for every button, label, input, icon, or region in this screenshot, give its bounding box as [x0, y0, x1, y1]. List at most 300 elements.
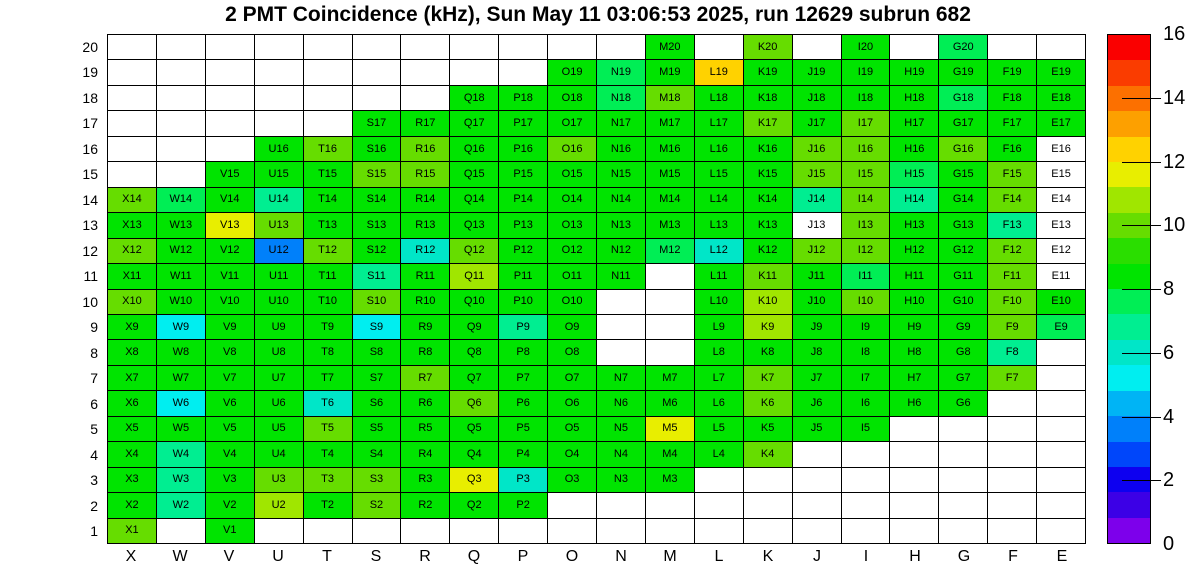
heatmap-cell: U16 — [255, 137, 303, 161]
heatmap-cell — [842, 468, 890, 492]
heatmap-cell: X1 — [108, 519, 156, 543]
heatmap-cell: W5 — [157, 417, 205, 441]
heatmap-cell: F12 — [988, 239, 1036, 263]
heatmap-cell: X11 — [108, 264, 156, 288]
heatmap-cell: M4 — [646, 442, 694, 466]
heatmap-cell: W2 — [157, 493, 205, 517]
heatmap-cell — [401, 60, 449, 84]
heatmap-cell: M17 — [646, 111, 694, 135]
heatmap-cell: V1 — [206, 519, 254, 543]
colorbar-tick — [1122, 289, 1161, 290]
y-axis-label: 14 — [82, 192, 98, 208]
heatmap-cell: R10 — [401, 290, 449, 314]
heatmap-cell: F15 — [988, 162, 1036, 186]
heatmap-cell: G10 — [939, 290, 987, 314]
heatmap-cell: K12 — [744, 239, 792, 263]
heatmap-cell: Q7 — [450, 366, 498, 390]
colorbar-block — [1108, 314, 1150, 339]
heatmap-cell: M14 — [646, 188, 694, 212]
heatmap-cell: U8 — [255, 340, 303, 364]
heatmap-cell: E13 — [1037, 213, 1085, 237]
heatmap-cell — [842, 493, 890, 517]
x-axis-label: K — [762, 548, 774, 565]
heatmap-cell: K20 — [744, 35, 792, 59]
heatmap-cell: J14 — [793, 188, 841, 212]
heatmap-cell: H15 — [890, 162, 938, 186]
colorbar-block — [1108, 60, 1150, 85]
heatmap-cell: U15 — [255, 162, 303, 186]
heatmap-cell: J16 — [793, 137, 841, 161]
heatmap-cell: T8 — [304, 340, 352, 364]
heatmap-cell: Q12 — [450, 239, 498, 263]
heatmap-cell: E16 — [1037, 137, 1085, 161]
colorbar-block — [1108, 518, 1150, 543]
heatmap-cell: V8 — [206, 340, 254, 364]
heatmap-cell — [988, 493, 1036, 517]
x-axis-label: V — [223, 548, 235, 565]
heatmap-cell: X5 — [108, 417, 156, 441]
heatmap-cell — [157, 60, 205, 84]
heatmap-cell: G7 — [939, 366, 987, 390]
colorbar-block — [1108, 365, 1150, 390]
heatmap-cell: Q3 — [450, 468, 498, 492]
heatmap-cell — [695, 519, 743, 543]
heatmap-cell: S14 — [353, 188, 401, 212]
colorbar-tick-label: 0 — [1163, 533, 1175, 555]
heatmap-cell: G9 — [939, 315, 987, 339]
heatmap-cell: I18 — [842, 86, 890, 110]
x-axis-label: X — [125, 548, 137, 565]
heatmap-cell: U11 — [255, 264, 303, 288]
heatmap-cell: S17 — [353, 111, 401, 135]
heatmap-cell: G8 — [939, 340, 987, 364]
heatmap-cell: U14 — [255, 188, 303, 212]
heatmap-cell: T13 — [304, 213, 352, 237]
y-axis-label: 5 — [90, 421, 98, 437]
heatmap-cell: J13 — [793, 213, 841, 237]
heatmap-cell: J15 — [793, 162, 841, 186]
x-axis-label: T — [322, 548, 332, 565]
heatmap-cell: N17 — [597, 111, 645, 135]
heatmap-cell — [793, 493, 841, 517]
heatmap-cell: P10 — [499, 290, 547, 314]
heatmap-cell: T5 — [304, 417, 352, 441]
heatmap-cell: U2 — [255, 493, 303, 517]
heatmap-cell: L18 — [695, 86, 743, 110]
y-axis-label: 20 — [82, 39, 98, 55]
heatmap-cell: O17 — [548, 111, 596, 135]
colorbar-tick-label: 4 — [1163, 406, 1175, 428]
heatmap-cell — [255, 86, 303, 110]
heatmap-cell: W4 — [157, 442, 205, 466]
heatmap-cell: K6 — [744, 391, 792, 415]
heatmap-cell — [597, 340, 645, 364]
heatmap-cell: H12 — [890, 239, 938, 263]
heatmap-cell: R7 — [401, 366, 449, 390]
heatmap-cell: Q5 — [450, 417, 498, 441]
heatmap-cell — [353, 86, 401, 110]
heatmap-cell: S2 — [353, 493, 401, 517]
x-axis-label: M — [663, 548, 677, 565]
heatmap-cell: P7 — [499, 366, 547, 390]
heatmap-cell: M3 — [646, 468, 694, 492]
heatmap-cell: J6 — [793, 391, 841, 415]
heatmap-cell: W9 — [157, 315, 205, 339]
heatmap-cell: N14 — [597, 188, 645, 212]
heatmap-cell: H14 — [890, 188, 938, 212]
heatmap-cell — [695, 493, 743, 517]
heatmap-cell: F10 — [988, 290, 1036, 314]
heatmap-cell — [401, 35, 449, 59]
heatmap-cell: Q17 — [450, 111, 498, 135]
heatmap-cell: V15 — [206, 162, 254, 186]
heatmap-cell: E10 — [1037, 290, 1085, 314]
heatmap-cell: S15 — [353, 162, 401, 186]
heatmap-cell: R4 — [401, 442, 449, 466]
heatmap-cell — [1037, 493, 1085, 517]
heatmap-cell: O4 — [548, 442, 596, 466]
heatmap-cell: S3 — [353, 468, 401, 492]
heatmap-cell: L8 — [695, 340, 743, 364]
heatmap-cell: V14 — [206, 188, 254, 212]
heatmap-cell: X8 — [108, 340, 156, 364]
heatmap-cell: L4 — [695, 442, 743, 466]
heatmap-cell: M13 — [646, 213, 694, 237]
heatmap-cell: P3 — [499, 468, 547, 492]
heatmap-cell: K10 — [744, 290, 792, 314]
heatmap-cell: O18 — [548, 86, 596, 110]
heatmap-cell: T4 — [304, 442, 352, 466]
heatmap-cell: J8 — [793, 340, 841, 364]
heatmap-cell: M20 — [646, 35, 694, 59]
heatmap-cell — [206, 111, 254, 135]
heatmap-cell — [499, 35, 547, 59]
heatmap-cell: F17 — [988, 111, 1036, 135]
heatmap-cell — [108, 137, 156, 161]
y-axis-label: 2 — [90, 498, 98, 514]
heatmap-cell — [206, 35, 254, 59]
heatmap-cell: I6 — [842, 391, 890, 415]
heatmap-cell: L10 — [695, 290, 743, 314]
heatmap-cell: U9 — [255, 315, 303, 339]
heatmap-cell: T11 — [304, 264, 352, 288]
colorbar-tick — [1122, 480, 1161, 481]
heatmap-cell: G14 — [939, 188, 987, 212]
heatmap-cell — [939, 442, 987, 466]
heatmap-cell: S9 — [353, 315, 401, 339]
heatmap-cell: M12 — [646, 239, 694, 263]
heatmap-cell: H9 — [890, 315, 938, 339]
heatmap-cell: E19 — [1037, 60, 1085, 84]
heatmap-cell — [793, 519, 841, 543]
heatmap-cell: W14 — [157, 188, 205, 212]
heatmap-cell: J9 — [793, 315, 841, 339]
heatmap-cell — [597, 290, 645, 314]
heatmap-cell — [842, 442, 890, 466]
y-axis-label: 18 — [82, 90, 98, 106]
y-axis-label: 4 — [90, 447, 98, 463]
heatmap-cell: M7 — [646, 366, 694, 390]
heatmap-cell: L15 — [695, 162, 743, 186]
heatmap-cell: I19 — [842, 60, 890, 84]
x-axis-label: P — [517, 548, 529, 565]
heatmap-cell: X9 — [108, 315, 156, 339]
heatmap-cell: W13 — [157, 213, 205, 237]
heatmap-cell — [646, 315, 694, 339]
heatmap-cell: L5 — [695, 417, 743, 441]
heatmap-cell: O13 — [548, 213, 596, 237]
heatmap-cell — [988, 442, 1036, 466]
heatmap-cell: L9 — [695, 315, 743, 339]
heatmap-cell: P13 — [499, 213, 547, 237]
heatmap-cell: T16 — [304, 137, 352, 161]
heatmap-cell: Q15 — [450, 162, 498, 186]
colorbar-block — [1108, 162, 1150, 187]
heatmap-cell: J17 — [793, 111, 841, 135]
x-axis-label: E — [1056, 548, 1068, 565]
heatmap-cell: M16 — [646, 137, 694, 161]
heatmap-cell: F14 — [988, 188, 1036, 212]
heatmap-cell: O10 — [548, 290, 596, 314]
heatmap-cell: N11 — [597, 264, 645, 288]
colorbar-tick — [1122, 353, 1161, 354]
heatmap-cell: X13 — [108, 213, 156, 237]
heatmap-cell: F7 — [988, 366, 1036, 390]
heatmap-cell: N3 — [597, 468, 645, 492]
x-axis-label: W — [172, 548, 188, 565]
heatmap-cell: P9 — [499, 315, 547, 339]
heatmap-cell: T2 — [304, 493, 352, 517]
heatmap-cell: N15 — [597, 162, 645, 186]
heatmap-cell: W11 — [157, 264, 205, 288]
heatmap-cell: T9 — [304, 315, 352, 339]
heatmap-cell — [890, 519, 938, 543]
heatmap-cell: U3 — [255, 468, 303, 492]
heatmap-cell: Q18 — [450, 86, 498, 110]
heatmap-cell: M15 — [646, 162, 694, 186]
heatmap-cell: F18 — [988, 86, 1036, 110]
x-axis-label: L — [714, 548, 724, 565]
heatmap-cell — [450, 519, 498, 543]
heatmap-cell: E15 — [1037, 162, 1085, 186]
colorbar-block — [1108, 442, 1150, 467]
heatmap-cell: U13 — [255, 213, 303, 237]
heatmap-cell — [695, 35, 743, 59]
heatmap-cell: X3 — [108, 468, 156, 492]
heatmap-cell: S8 — [353, 340, 401, 364]
colorbar-tick-label: 14 — [1163, 87, 1186, 109]
heatmap-cell: H17 — [890, 111, 938, 135]
heatmap-cell: M5 — [646, 417, 694, 441]
heatmap-cell: K16 — [744, 137, 792, 161]
heatmap-cell: O16 — [548, 137, 596, 161]
heatmap-cell: E17 — [1037, 111, 1085, 135]
heatmap-cell — [450, 35, 498, 59]
heatmap-cell: U6 — [255, 391, 303, 415]
heatmap-cell — [597, 315, 645, 339]
x-axis-label: Q — [467, 548, 481, 565]
heatmap-cell: K18 — [744, 86, 792, 110]
colorbar-block — [1108, 289, 1150, 314]
heatmap-cell: R9 — [401, 315, 449, 339]
heatmap-cell — [988, 468, 1036, 492]
heatmap-cell: W3 — [157, 468, 205, 492]
heatmap-cell: X10 — [108, 290, 156, 314]
heatmap-cell — [108, 111, 156, 135]
heatmap-cell: F9 — [988, 315, 1036, 339]
heatmap-cell: X14 — [108, 188, 156, 212]
heatmap-cell: G11 — [939, 264, 987, 288]
heatmap-cell: I11 — [842, 264, 890, 288]
heatmap-cell: L7 — [695, 366, 743, 390]
heatmap-cell: W8 — [157, 340, 205, 364]
heatmap-cell: L13 — [695, 213, 743, 237]
heatmap-cell: N6 — [597, 391, 645, 415]
colorbar-tick-label: 10 — [1163, 214, 1186, 236]
heatmap-cell: I7 — [842, 366, 890, 390]
heatmap-cell — [108, 162, 156, 186]
heatmap-cell: Q14 — [450, 188, 498, 212]
heatmap-cell: F11 — [988, 264, 1036, 288]
heatmap-cell: Q10 — [450, 290, 498, 314]
heatmap-cell: I14 — [842, 188, 890, 212]
heatmap-cell: R12 — [401, 239, 449, 263]
heatmap-cell — [157, 111, 205, 135]
heatmap-cell: R5 — [401, 417, 449, 441]
heatmap-cell: N12 — [597, 239, 645, 263]
heatmap-cell — [793, 442, 841, 466]
colorbar-tick-label: 12 — [1163, 151, 1186, 173]
heatmap-cell — [157, 86, 205, 110]
y-axis-label: 10 — [82, 294, 98, 310]
heatmap-cell: R13 — [401, 213, 449, 237]
colorbar-tick — [1122, 162, 1161, 163]
heatmap-cell: I12 — [842, 239, 890, 263]
heatmap-cell: T3 — [304, 468, 352, 492]
heatmap-cell: V11 — [206, 264, 254, 288]
heatmap-cell: S5 — [353, 417, 401, 441]
x-axis-label: O — [565, 548, 579, 565]
heatmap-cell: H16 — [890, 137, 938, 161]
heatmap-cell: J19 — [793, 60, 841, 84]
heatmap-cell — [695, 468, 743, 492]
heatmap-cell — [597, 493, 645, 517]
heatmap-cell: N19 — [597, 60, 645, 84]
heatmap-cell: X2 — [108, 493, 156, 517]
heatmap-cell: P4 — [499, 442, 547, 466]
heatmap-cell — [597, 35, 645, 59]
heatmap-cell: U7 — [255, 366, 303, 390]
heatmap-cell: J11 — [793, 264, 841, 288]
heatmap-cell: G20 — [939, 35, 987, 59]
heatmap-cell — [1037, 468, 1085, 492]
heatmap-cell: W7 — [157, 366, 205, 390]
colorbar-tick — [1122, 98, 1161, 99]
heatmap-cell: O3 — [548, 468, 596, 492]
heatmap-cell: P14 — [499, 188, 547, 212]
heatmap-cell: O7 — [548, 366, 596, 390]
heatmap-cell: T6 — [304, 391, 352, 415]
heatmap-cell — [450, 60, 498, 84]
heatmap-cell: Q11 — [450, 264, 498, 288]
heatmap-cell: H19 — [890, 60, 938, 84]
heatmap-cell: L6 — [695, 391, 743, 415]
heatmap-cell — [353, 35, 401, 59]
heatmap-cell: N18 — [597, 86, 645, 110]
heatmap-cell: S10 — [353, 290, 401, 314]
heatmap-cell: K11 — [744, 264, 792, 288]
heatmap-cell — [988, 391, 1036, 415]
heatmap-cell: I20 — [842, 35, 890, 59]
heatmap-cell: G6 — [939, 391, 987, 415]
heatmap-cell — [499, 519, 547, 543]
heatmap-cell — [890, 417, 938, 441]
heatmap-cell: P6 — [499, 391, 547, 415]
heatmap-cell: L11 — [695, 264, 743, 288]
heatmap-cell: P17 — [499, 111, 547, 135]
heatmap-cell: R2 — [401, 493, 449, 517]
heatmap-cell — [646, 290, 694, 314]
heatmap-cell: E18 — [1037, 86, 1085, 110]
heatmap-cell — [255, 519, 303, 543]
heatmap-cell: P2 — [499, 493, 547, 517]
heatmap-cell — [255, 60, 303, 84]
heatmap-cell: G13 — [939, 213, 987, 237]
heatmap-cell: V10 — [206, 290, 254, 314]
x-axis-label: G — [957, 548, 971, 565]
heatmap-cell: Q4 — [450, 442, 498, 466]
heatmap-cell: H8 — [890, 340, 938, 364]
x-axis-label: R — [419, 548, 431, 565]
heatmap-cell: W6 — [157, 391, 205, 415]
heatmap-cell: H18 — [890, 86, 938, 110]
heatmap-cell — [939, 519, 987, 543]
heatmap-cell — [890, 35, 938, 59]
colorbar-tick-label: 16 — [1163, 23, 1186, 45]
heatmap-cell: R11 — [401, 264, 449, 288]
heatmap-cell: E9 — [1037, 315, 1085, 339]
heatmap-cell: G15 — [939, 162, 987, 186]
colorbar-tick-label: 8 — [1163, 278, 1175, 300]
heatmap-cell: Q13 — [450, 213, 498, 237]
heatmap-cell: V9 — [206, 315, 254, 339]
colorbar-tick — [1122, 225, 1161, 226]
heatmap-cell: K19 — [744, 60, 792, 84]
heatmap-cell — [206, 86, 254, 110]
heatmap-cell — [401, 86, 449, 110]
colorbar-tick-label: 2 — [1163, 469, 1175, 491]
heatmap-cell — [255, 35, 303, 59]
heatmap-cell: I17 — [842, 111, 890, 135]
heatmap-cell: E14 — [1037, 188, 1085, 212]
heatmap-cell — [744, 468, 792, 492]
y-axis-label: 7 — [90, 370, 98, 386]
heatmap-cell: K7 — [744, 366, 792, 390]
heatmap-cell — [842, 519, 890, 543]
heatmap-cell: L14 — [695, 188, 743, 212]
heatmap-cell: P12 — [499, 239, 547, 263]
heatmap-cell: I13 — [842, 213, 890, 237]
x-axis-label: N — [615, 548, 627, 565]
heatmap-cell: R8 — [401, 340, 449, 364]
heatmap-cell: H10 — [890, 290, 938, 314]
colorbar-block — [1108, 137, 1150, 162]
y-axis-label: 6 — [90, 396, 98, 412]
heatmap-cell — [304, 60, 352, 84]
heatmap-cell — [988, 35, 1036, 59]
colorbar-block — [1108, 391, 1150, 416]
heatmap-cell: X4 — [108, 442, 156, 466]
